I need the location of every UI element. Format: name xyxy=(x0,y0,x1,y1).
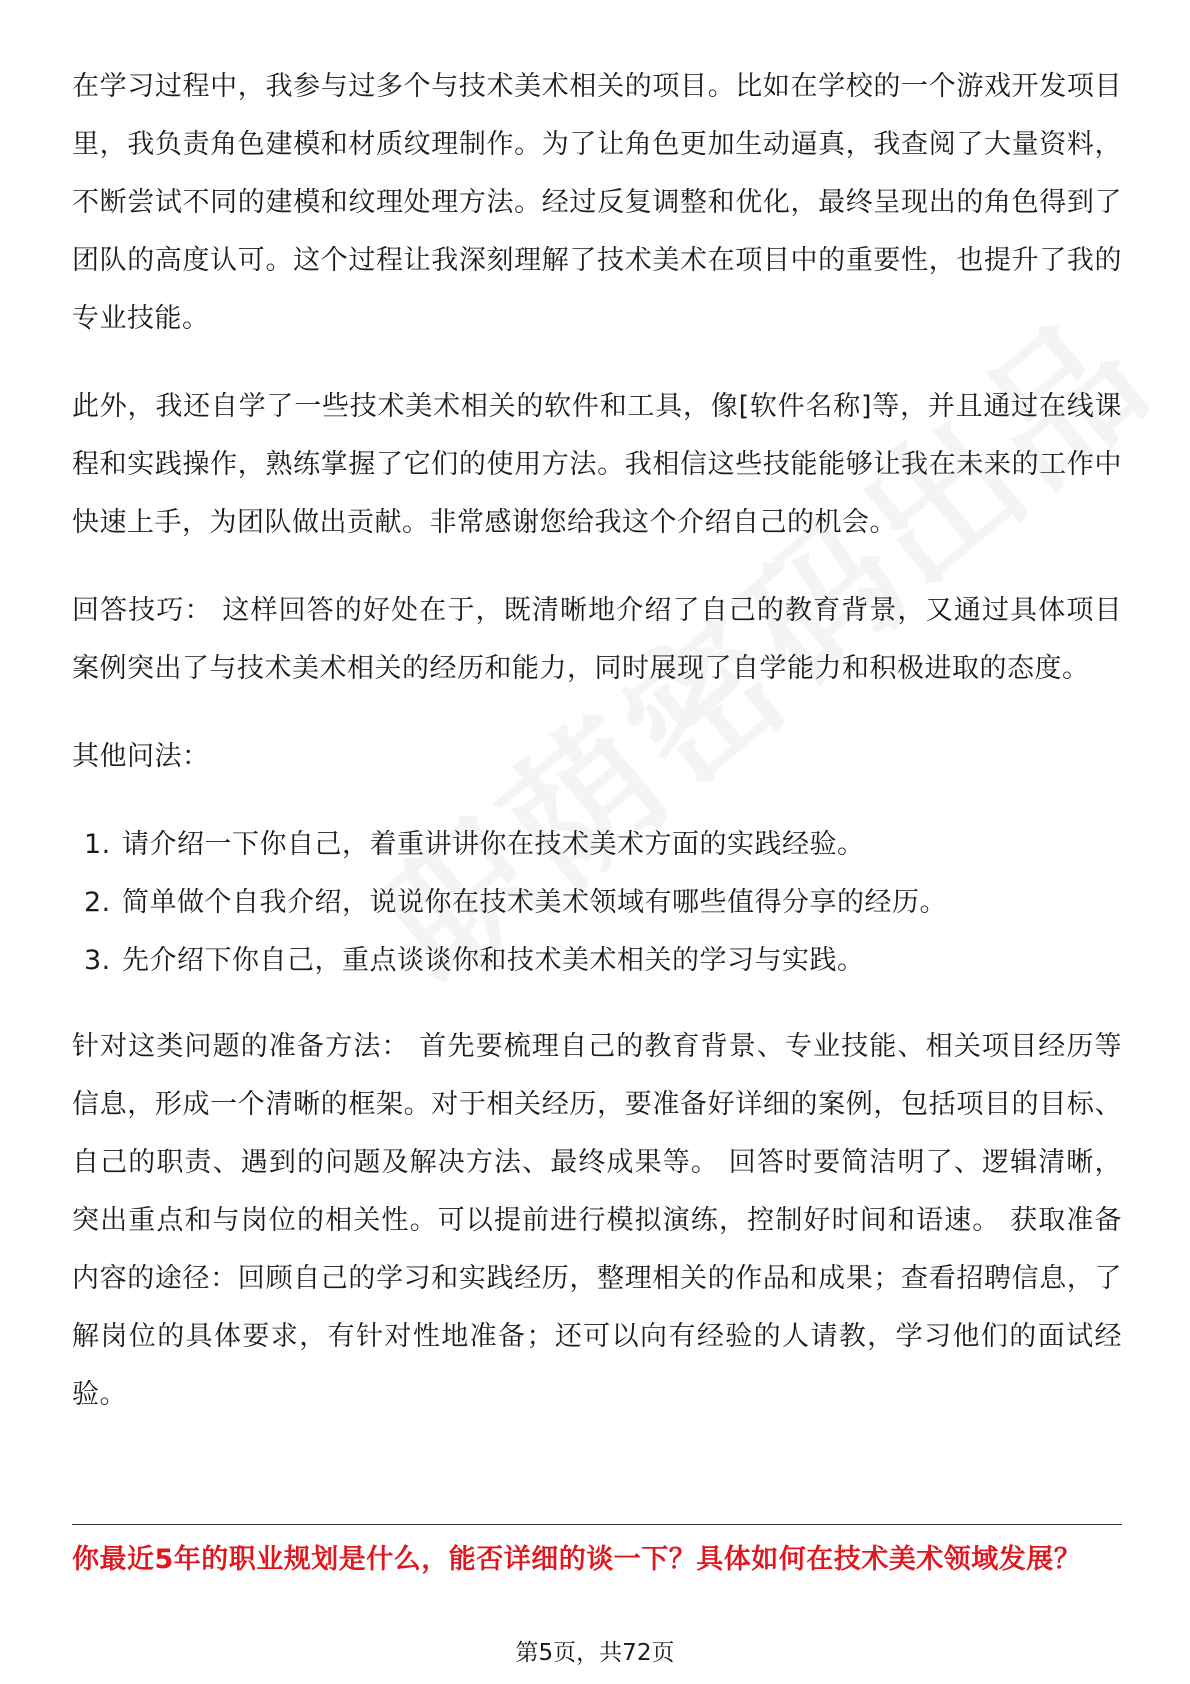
list-item xyxy=(72,932,1122,990)
list-item xyxy=(72,874,1122,932)
paragraph-self-study: 此外，我还自学了一些技术美术相关的软件和工具，像[软件名称]等，并且通过在线课程和实践操作，熟练掌握了它们的使用方法。我相信这些技能能够让我在未来的工作中快速上手，为团队做出贡献。非常感谢您给我这个介绍自己的机会。 xyxy=(72,391,1122,538)
paragraph-project-experience: 在学习过程中，我参与过多个与技术美术相关的项目。比如在学校的一个游戏开发项目里，我负责角色建模和材质纹理制作。为了让角色更加生动逼真，我查阅了大量资料，不断尝试不同的建模和纹理处理方法。经过反复调整和优化，最终呈现出的角色得到了团队的高度认可。这个过程让我深刻理解了技术美术在项目中的重要性，也提升了我的专业技能。 xyxy=(72,71,1122,334)
section-divider xyxy=(72,1524,1122,1525)
other-questions-list xyxy=(72,816,1122,990)
paragraph-preparation-method: 针对这类问题的准备方法： 首先要梳理自己的教育背景、专业技能、相关项目经历等信息，形成一个清晰的框架。对于相关经历，要准备好详细的案例，包括项目的目标、自己的职责、遇到的问题及解决方法、最终成果等。 回答时要简洁明了、逻辑清晰，突出重点和与岗位的相关性。可以提前进行模拟演练，控制好时间和语速。 获取准备内容的途径：回顾自己的学习和实践经历，整理相关的作品和成果；查看招聘信息，了解岗位的具体要求，有针对性地准备；还可以向有经验的人请教，学习他们的面试经验。 xyxy=(72,1031,1122,1410)
list-item xyxy=(72,816,1122,874)
list-item-number: 1. xyxy=(84,829,111,860)
next-question-heading: 你最近5年的职业规划是什么，能否详细的谈一下？具体如何在技术美术领域发展？ xyxy=(72,1544,1082,1575)
page-footer: 第5页，共72页 xyxy=(515,1640,675,1666)
list-item-text: 请介绍一下你自己，着重讲讲你在技术美术方面的实践经验。 xyxy=(122,829,865,860)
list-item-number: 2. xyxy=(84,887,111,918)
list-item-number: 3. xyxy=(84,945,111,976)
paragraph-other-questions-heading: 其他问法： xyxy=(72,741,210,772)
list-item-text: 简单做个自我介绍，说说你在技术美术领域有哪些值得分享的经历。 xyxy=(122,887,947,918)
paragraph-answer-tips: 回答技巧： 这样回答的好处在于，既清晰地介绍了自己的教育背景，又通过具体项目案例突出了与技术美术相关的经历和能力，同时展现了自学能力和积极进取的态度。 xyxy=(72,595,1122,684)
document-body xyxy=(72,58,1122,1454)
list-item-text: 先介绍下你自己，重点谈谈你和技术美术相关的学习与实践。 xyxy=(122,945,865,976)
